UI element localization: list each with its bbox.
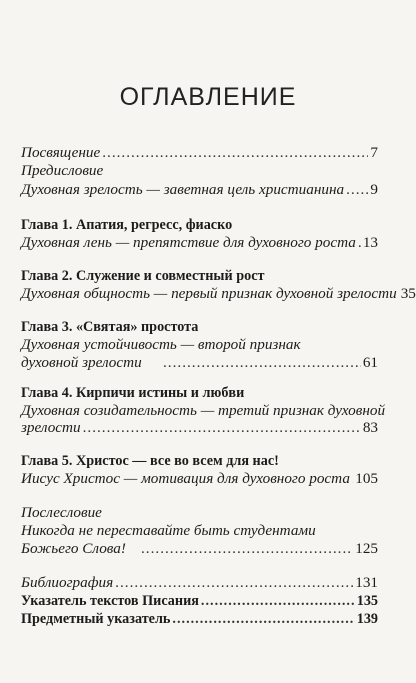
toc-entry-afterword-sub-line1 — [21, 521, 378, 541]
toc-page-number: 135 — [356, 593, 378, 609]
leader-dots — [83, 418, 361, 438]
toc-page-number: 35 — [400, 285, 416, 302]
toc-entry-title: Духовная лень — препятствие для духовного роста — [21, 234, 356, 251]
toc-entry-afterword — [21, 503, 378, 523]
page-title: ОГЛАВЛЕНИЕ — [119, 83, 297, 111]
toc-entry-afterword-pageline — [21, 539, 378, 559]
toc-entry-title: Никогда не переставайте быть студентами — [21, 522, 316, 539]
toc-page-number: 139 — [356, 611, 378, 627]
toc-entry-ch3-pageline — [21, 353, 378, 373]
toc-entry-bibliography — [21, 573, 378, 593]
toc-entry-preface-sub — [21, 180, 378, 200]
toc-page-number: 125 — [355, 540, 378, 557]
toc-chapter-4 — [21, 383, 378, 403]
toc-chapter-1 — [21, 215, 378, 235]
toc-entry-title: Библиография — [21, 574, 114, 591]
toc-entry-dedication — [21, 143, 378, 163]
toc-page-number: 61 — [362, 354, 378, 371]
toc-entry-ch5-sub — [21, 469, 378, 489]
leader-dots — [358, 233, 361, 253]
toc-entry-title: Духовная зрелость — заветная цель христианина — [21, 181, 345, 198]
toc-entry-title: духовной зрелости — [21, 354, 142, 371]
leader-dots — [201, 591, 355, 611]
toc-page-number: 131 — [355, 574, 378, 591]
toc-entry-title: Предисловие — [21, 162, 104, 179]
toc-entry-title: Предметный указатель — [21, 611, 171, 627]
toc-page-number: 13 — [362, 234, 378, 251]
toc-page-number: 105 — [355, 470, 378, 487]
leader-dots — [172, 609, 354, 629]
toc-entry-title: Указатель текстов Писания — [21, 593, 199, 609]
toc-page-number: 9 — [370, 181, 378, 198]
toc-entry-ch3-sub-line1 — [21, 335, 378, 355]
toc-chapter-3 — [21, 317, 378, 337]
leader-dots — [163, 353, 361, 373]
toc-entry-scripture-index — [21, 591, 378, 611]
toc-entry-ch2-sub — [21, 284, 416, 304]
leader-dots — [102, 143, 368, 163]
toc-entry-title: Послесловие — [21, 504, 102, 521]
toc-chapter-title: Глава 4. Кирпичи истины и любви — [21, 385, 245, 401]
toc-entry-title: зрелости — [21, 419, 81, 436]
toc-entry-title: Божьего Слова! — [21, 540, 126, 557]
toc-entry-preface — [21, 161, 378, 181]
toc-entry-title: Духовная устойчивость — второй признак — [21, 336, 301, 353]
toc-entry-title: Иисус Христос — мотивация для духовного роста — [21, 470, 350, 487]
toc-entry-ch4-sub-line2 — [21, 418, 378, 438]
toc-chapter-title: Глава 5. Христос — все во всем для нас! — [21, 453, 279, 469]
toc-entry-title: Духовная общность — первый признак духовной зрелости — [21, 285, 397, 302]
toc-entry-title: Посвящение — [21, 144, 101, 161]
toc-chapter-title: Глава 1. Апатия, регресс, фиаско — [21, 217, 233, 233]
leader-dots — [141, 539, 353, 559]
toc-page-number: 7 — [370, 144, 378, 161]
toc-entry-title: Духовная созидательность — третий признак духовной — [21, 402, 386, 419]
leader-dots — [346, 180, 368, 200]
toc-entry-ch1-sub — [21, 233, 378, 253]
toc-entry-subject-index — [21, 609, 378, 629]
toc-chapter-5 — [21, 451, 378, 471]
toc-chapter-2 — [21, 266, 378, 286]
toc-page-number: 83 — [362, 419, 378, 436]
leader-dots — [115, 573, 353, 593]
leader-dots — [352, 469, 353, 489]
toc-chapter-title: Глава 2. Служение и совместный рост — [21, 268, 265, 284]
toc-chapter-title: Глава 3. «Святая» простота — [21, 319, 199, 335]
